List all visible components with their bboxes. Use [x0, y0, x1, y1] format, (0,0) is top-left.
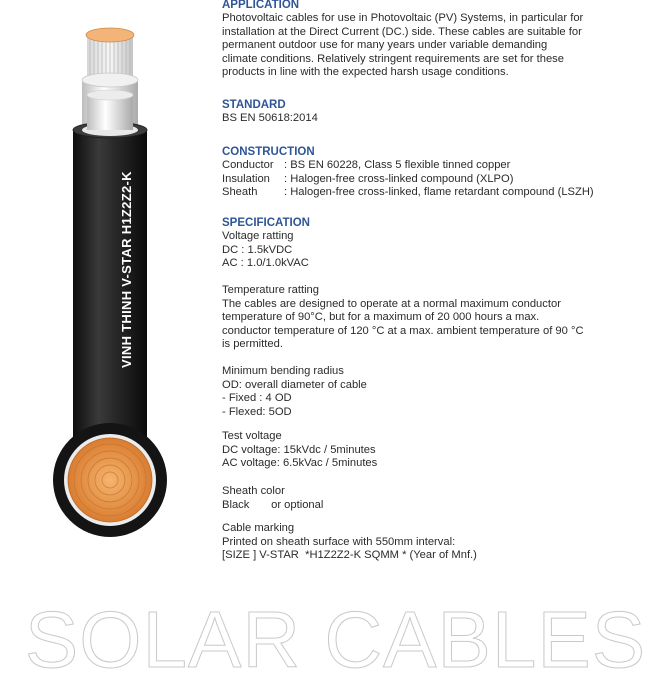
application-line: products in line with the expected harsh usage conditions. [222, 66, 509, 79]
temperature-line: is permitted. [222, 338, 283, 351]
cable-label: VINH THINH V-STAR H1Z2Z2-K [119, 171, 134, 368]
bending-line: - Flexed: 5OD [222, 405, 292, 418]
application-line: permanent outdoor use for many years under variable demanding [222, 39, 548, 52]
application-section [222, 0, 662, 80]
test-voltage-title: Test voltage [222, 430, 282, 442]
construction-value: : Halogen-free cross-linked compound (XLPO) [284, 172, 514, 185]
standard-heading: STANDARD [222, 99, 286, 111]
temperature-title: Temperature ratting [222, 284, 320, 296]
cable-marking-line: [SIZE ] V-STAR *H1Z2Z2-K SQMM * (Year of Mnf.) [222, 549, 477, 562]
outer-sheath [73, 90, 147, 460]
construction-heading: CONSTRUCTION [222, 146, 315, 158]
application-heading: APPLICATION [222, 0, 300, 11]
temperature-line: conductor temperature of 120 °C at a max. ambient temperature of 90 °C [222, 324, 584, 337]
standard-section [222, 98, 662, 126]
temperature-line: temperature of 90°C, but for a maximum of 20 000 hours a max. [222, 311, 540, 324]
bending-line: - Fixed : 4 OD [222, 392, 292, 405]
standard-value: BS EN 50618:2014 [222, 112, 318, 124]
construction-key: Insulation [222, 172, 270, 185]
sheath-color-title: Sheath color [222, 485, 285, 497]
sheath-color-block [222, 485, 662, 512]
temperature-block [222, 284, 662, 352]
construction-row-sheath [222, 186, 662, 200]
bending-line: OD: overall diameter of cable [222, 378, 367, 391]
cable-marking-block [222, 522, 662, 563]
test-voltage-block [222, 430, 662, 471]
voltage-title: Voltage ratting [222, 230, 294, 242]
construction-key: Sheath [222, 186, 258, 199]
construction-key: Conductor [222, 159, 274, 171]
solar-cables-banner: SOLAR CABLES [24, 595, 647, 684]
voltage-ac: AC : 1.0/1.0kVAC [222, 257, 309, 270]
sheath-color-value: Black or optional [222, 498, 324, 511]
construction-section [222, 145, 662, 200]
construction-row-insulation [222, 173, 662, 187]
temperature-line: The cables are designed to operate at a normal maximum conductor [222, 297, 561, 310]
construction-row-conductor [222, 159, 662, 173]
cable-marking-line: Printed on sheath surface with 550mm interval: [222, 535, 456, 548]
application-line: Photovoltaic cables for use in Photovoltaic (PV) Systems, in particular for [222, 12, 584, 24]
test-voltage-line: AC voltage: 6.5kVac / 5minutes [222, 457, 378, 470]
test-voltage-line: DC voltage: 15kVdc / 5minutes [222, 443, 376, 456]
bending-title: Minimum bending radius [222, 365, 344, 377]
construction-value: : Halogen-free cross-linked, flame retardant compound (LSZH) [284, 186, 594, 199]
cable-marking-title: Cable marking [222, 522, 295, 534]
specification-heading: SPECIFICATION [222, 217, 310, 229]
voltage-dc: DC : 1.5kVDC [222, 243, 293, 256]
specification-section [222, 216, 662, 271]
cable-cross-section [53, 423, 167, 537]
construction-value: : BS EN 60228, Class 5 flexible tinned copper [284, 159, 511, 171]
bending-block [222, 365, 662, 419]
application-line: climate conditions. Relatively stringent requirements are set for these [222, 52, 564, 65]
cable-illustration [0, 0, 210, 560]
application-line: installation at the Direct Current (DC.) side. These cables are suitable for [222, 25, 582, 38]
